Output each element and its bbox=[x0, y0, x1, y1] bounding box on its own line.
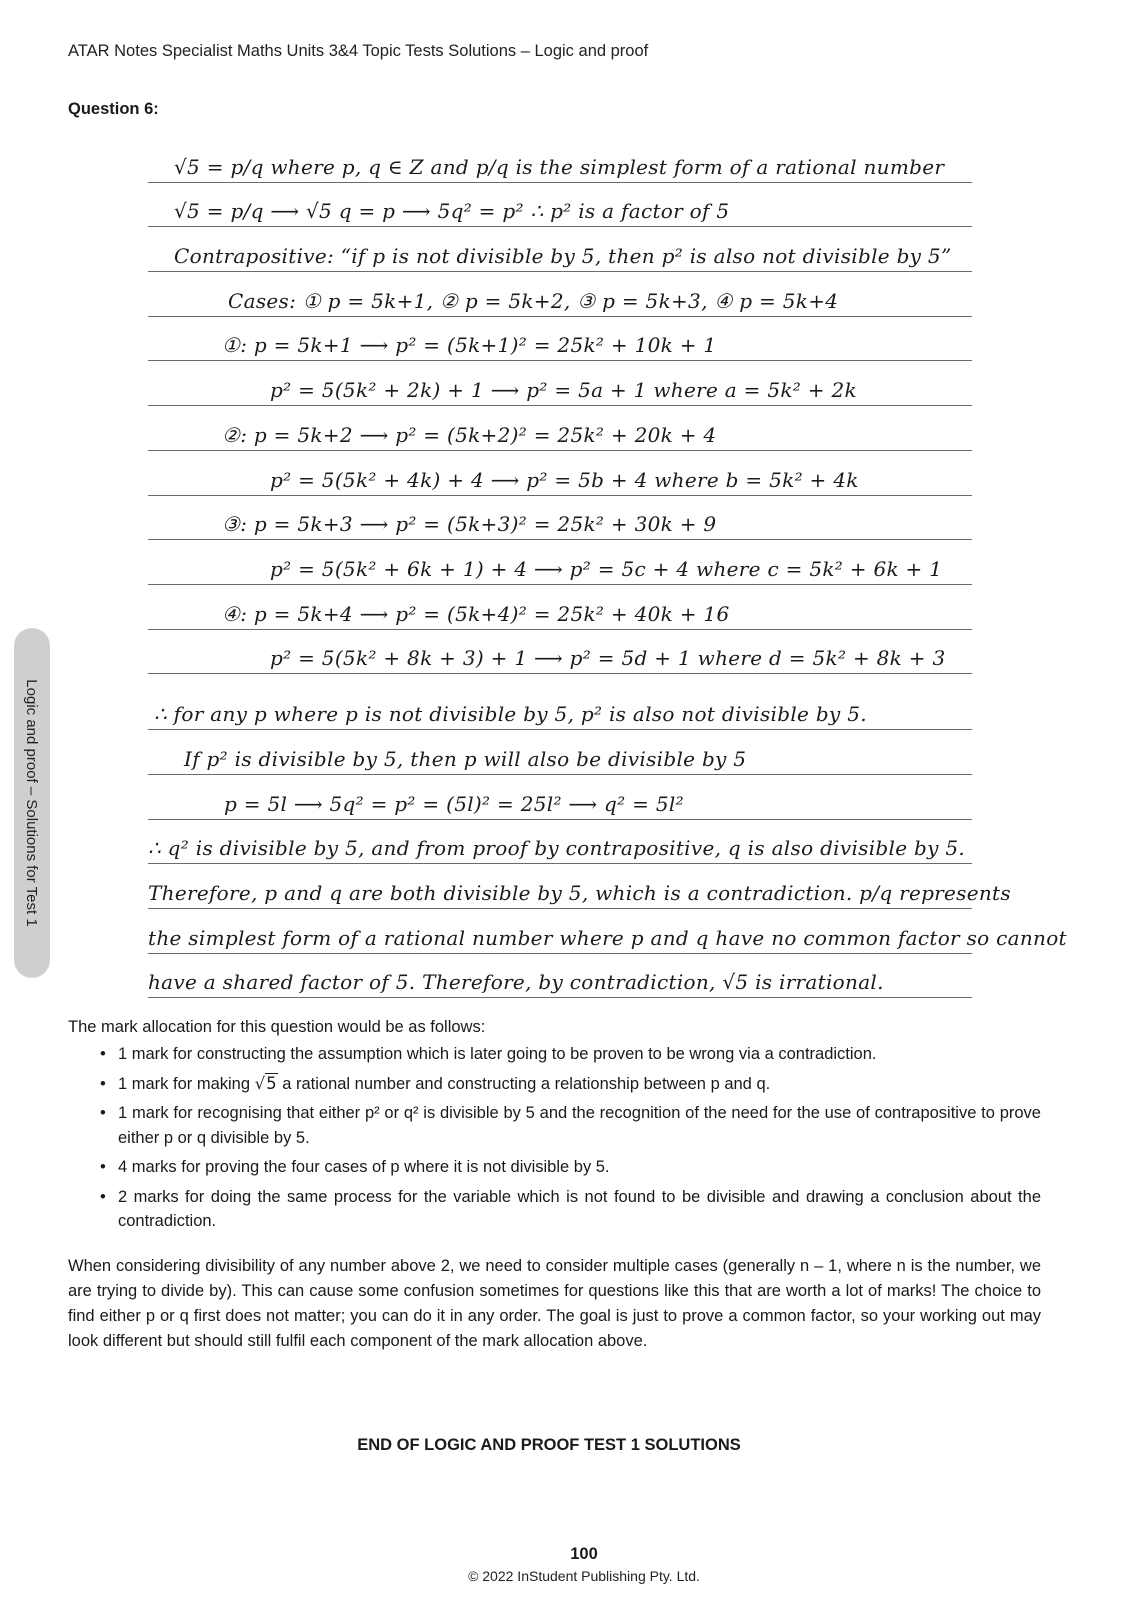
list-item bbox=[96, 1072, 1041, 1097]
working-text: p² = 5(5k² + 6k + 1) + 4 ⟶ p² = 5c + 4 where c = 5k² + 6k + 1 bbox=[270, 556, 943, 581]
working-text: √5 = p/q ⟶ √5 q = p ⟶ 5q² = p² ∴ p² is a factor of 5 bbox=[174, 199, 730, 224]
question-title: Question 6: bbox=[68, 100, 159, 118]
working-line bbox=[148, 496, 972, 541]
working-line bbox=[148, 630, 972, 675]
working-line bbox=[148, 730, 972, 775]
end-of-solutions: END OF LOGIC AND PROOF TEST 1 SOLUTIONS bbox=[357, 1436, 741, 1454]
sqrt-symbol: √5 bbox=[254, 1073, 277, 1093]
list-item: • 1 mark for recognising that either p² or q² is divisible by 5 and the recognition of the need for the use of contrapositive to prove either p or q divisible by 5. bbox=[96, 1101, 1041, 1150]
working-text: p² = 5(5k² + 8k + 3) + 1 ⟶ p² = 5d + 1 where d = 5k² + 8k + 3 bbox=[270, 646, 946, 671]
list-item-text: 1 mark for making bbox=[118, 1074, 255, 1093]
working-line bbox=[148, 183, 972, 228]
sqrt-radicand: 5 bbox=[266, 1073, 277, 1093]
copyright: © 2022 InStudent Publishing Pty. Ltd. bbox=[468, 1568, 700, 1584]
working-text: ①: p = 5k+1 ⟶ p² = (5k+1)² = 25k² + 10k + 1 bbox=[222, 333, 717, 358]
working-text: Therefore, p and q are both divisible by 5, which is a contradiction. p/q represents bbox=[148, 881, 1011, 905]
working-text: ∴ q² is divisible by 5, and from proof by contrapositive, q is also divisible by 5. bbox=[148, 836, 966, 861]
working-text: ∴ for any p where p is not divisible by 5, p² is also not divisible by 5. bbox=[154, 702, 867, 727]
working-line bbox=[148, 451, 972, 496]
closing-paragraph: When considering divisibility of any number above 2, we need to consider multiple cases (generally n – 1, where n is the number, we are trying to divide by). This can cause some confusion sometimes for questions like this that are worth a lot of marks! The choice to find either p or q first does not matter; you can do it in any order. The goal is just to prove a common factor, so your working out may look different but should still fulfil each component of the mark allocation above. bbox=[68, 1257, 1041, 1350]
working-text: ④: p = 5k+4 ⟶ p² = (5k+4)² = 25k² + 40k + 16 bbox=[222, 601, 730, 626]
working-text: p² = 5(5k² + 4k) + 4 ⟶ p² = 5b + 4 where b = 5k² + 4k bbox=[270, 467, 859, 492]
page-number: 100 bbox=[570, 1545, 598, 1563]
working-text: Contrapositive: “if p is not divisible by 5, then p² is also not divisible by 5” bbox=[174, 244, 952, 269]
working-text: Cases: ① p = 5k+1, ② p = 5k+2, ③ p = 5k+3, ④ p = 5k+4 bbox=[228, 288, 839, 313]
list-item: • 4 marks for proving the four cases of p where it is not divisible by 5. bbox=[96, 1155, 1041, 1180]
working-line bbox=[148, 820, 972, 865]
working-line bbox=[148, 775, 972, 820]
working-text: √5 = p/q where p, q ∈ Z and p/q is the simplest form of a rational number bbox=[174, 154, 945, 179]
working-text: If p² is divisible by 5, then p will also be divisible by 5 bbox=[184, 746, 747, 771]
working-text: ③: p = 5k+3 ⟶ p² = (5k+3)² = 25k² + 30k + 9 bbox=[222, 512, 717, 537]
running-header: ATAR Notes Specialist Maths Units 3&4 Topic Tests Solutions – Logic and proof bbox=[68, 42, 649, 60]
working-text: p² = 5(5k² + 2k) + 1 ⟶ p² = 5a + 1 where a = 5k² + 2k bbox=[270, 378, 857, 403]
working-line bbox=[148, 361, 972, 406]
working-line bbox=[148, 585, 972, 630]
working-line bbox=[148, 909, 1067, 954]
working-line bbox=[148, 138, 972, 183]
mark-allocation-list bbox=[96, 1042, 1041, 1239]
handwritten-working bbox=[148, 138, 1067, 998]
list-item: • 2 marks for doing the same process for the variable which is not found to be divisible and drawing a conclusion about the contradiction. bbox=[96, 1185, 1041, 1234]
working-line bbox=[148, 864, 1011, 909]
side-tab-label: Logic and proof – Solutions for Test 1 bbox=[23, 679, 41, 927]
working-text: p = 5l ⟶ 5q² = p² = (5l)² = 25l² ⟶ q² = 5l² bbox=[224, 791, 684, 816]
working-line bbox=[148, 674, 972, 730]
working-line bbox=[148, 954, 972, 999]
working-text: ②: p = 5k+2 ⟶ p² = (5k+2)² = 25k² + 20k + 4 bbox=[222, 422, 717, 447]
working-line bbox=[148, 272, 972, 317]
working-line bbox=[148, 227, 972, 272]
working-text: the simplest form of a rational number where p and q have no common factor so cannot bbox=[148, 925, 1067, 950]
list-item-text: a rational number and constructing a relationship between p and q. bbox=[277, 1074, 771, 1093]
working-line bbox=[148, 406, 972, 451]
mark-allocation-intro: The mark allocation for this question would be as follows: bbox=[68, 1018, 486, 1036]
side-tab bbox=[14, 628, 50, 978]
working-text: have a shared factor of 5. Therefore, by contradiction, √5 is irrational. bbox=[148, 970, 884, 995]
working-line bbox=[148, 540, 972, 585]
working-line bbox=[148, 317, 972, 362]
list-item: • 1 mark for constructing the assumption which is later going to be proven to be wrong via a contradiction. bbox=[96, 1042, 1041, 1067]
